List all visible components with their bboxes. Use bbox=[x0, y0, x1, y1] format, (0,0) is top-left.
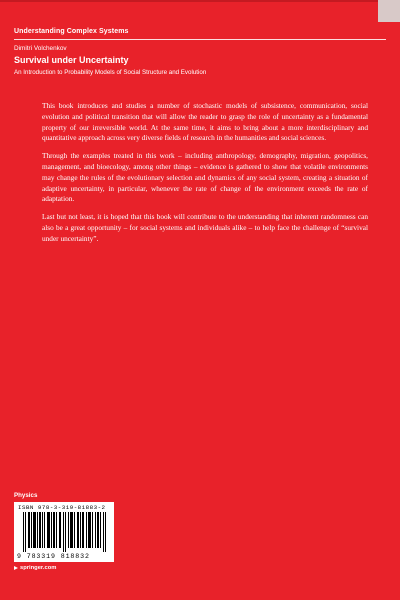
blurb bbox=[42, 101, 368, 252]
subject-label: Physics bbox=[14, 492, 38, 499]
blurb-paragraph-1: This book introduces and studies a number of stochastic models of subsistence, communication, social evolution and political transition that will allow the reader to grasp the role of uncertainty as a fundamental property of our irreversible world. At the same time, it aims to bring about a more interdisciplinary and quantitative approach across very diverse fields of research in the humanities and social sciences. bbox=[42, 101, 368, 143]
series-name: Understanding Complex Systems bbox=[14, 28, 129, 35]
book-title: Survival under Uncertainty bbox=[14, 55, 129, 65]
blurb-paragraph-2: Through the examples treated in this work – including anthropology, demography, migration, geopolitics, management, and bioecology, among other things – evidence is gathered to show that volatile environments may change the rules of the evolutionary selection and dynamics of any social system, creating a situation of adaptive uncertainty, in particular, whenever the rate of change of the environment exceeds the rate of adaptation. bbox=[42, 151, 368, 204]
barcode-digits: 9 783319 818832 bbox=[17, 553, 90, 560]
book-subtitle: An Introduction to Probability Models of Social Structure and Evolution bbox=[14, 69, 207, 76]
corner-color-square bbox=[378, 0, 400, 22]
barcode-icon bbox=[23, 512, 107, 552]
barcode-panel bbox=[14, 502, 114, 562]
author-name: Dimitri Volchenkov bbox=[14, 45, 67, 52]
top-edge-strip bbox=[0, 0, 378, 2]
header-divider bbox=[14, 39, 386, 40]
publisher-url[interactable] bbox=[14, 565, 56, 571]
arrow-right-icon bbox=[14, 566, 18, 570]
blurb-paragraph-3: Last but not least, it is hoped that this book will contribute to the understanding that inherent randomness can also be a great opportunity – for social systems and individuals alike – to help face the challenge of “survival under uncertainty”. bbox=[42, 212, 368, 243]
isbn-text: ISBN 978-3-319-81883-2 bbox=[18, 504, 106, 511]
publisher-url-text[interactable]: springer.com bbox=[20, 565, 57, 571]
